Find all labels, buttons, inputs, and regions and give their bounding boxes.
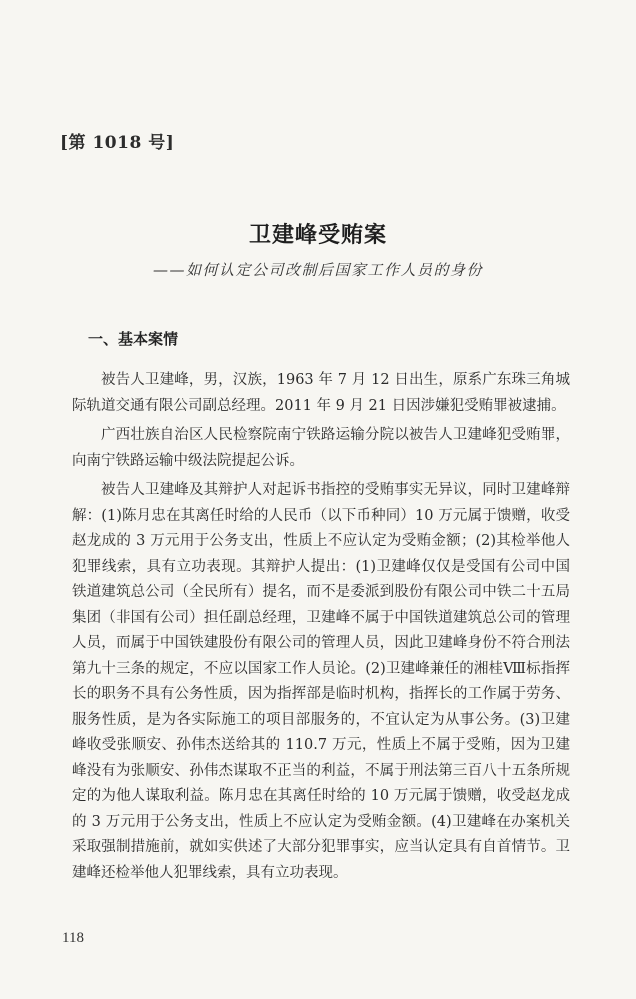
paragraph-defense: 被告人卫建峰及其辩护人对起诉书指控的受贿事实无异议，同时卫建峰辩解：(1)陈月忠在其离任时给的人民币（以下币种同）10 万元属于馈赠，收受赵龙成的 3 万元用于公务支出，性质上不应认定为受贿金额；(2)其检举他人犯罪线索，具有立功表现。其辩护人提出：(1)卫建峰仅仅是受国有公司中国铁道建筑总公司（全民所有）提名，而不是委派到股份有限公司中铁二十五局集团（非国有公司）担任副总经理，卫建峰不属于中国铁道建筑总公司的管理人员，而属于中国铁建股份有限公司的管理人员，因此卫建峰身份不符合刑法第九十三条的规定，不应以国家工作人员论。(2)卫建峰兼任的湘桂Ⅷ标指挥长的职务不具有公务性质，因为指挥部是临时机构，指挥长的工作属于劳务、服务性质，是为各实际施工的项目部服务的，不宜认定为从事公务。(3)卫建峰收受张顺安、孙伟杰送给其的 110.7 万元，性质上不属于受贿，因为卫建峰没有为张顺安、孙伟杰谋取不正当的利益，不属于刑法第三百八十五条所规定的为他人谋取利益。陈月忠在其离任时给的 10 万元属于馈赠，收受赵龙成的 3 万元用于公务支出，性质上不应认定为受贿金额。(4)卫建峰在办案机关采取强制措施前，就如实供述了大部分犯罪事实，应当认定具有自首情节。卫建峰还检举他人犯罪线索，具有立功表现。	[72, 482, 570, 881]
case-title: 卫建峰受贿案	[248, 222, 387, 248]
case-number: [第 1018 号]	[60, 133, 175, 153]
section-heading: 一、基本案情	[88, 330, 179, 348]
case-subtitle: ——如何认定公司改制后国家工作人员的身份	[152, 261, 483, 279]
page-number: 118	[62, 930, 84, 946]
paragraph-defendant-info: 被告人卫建峰，男，汉族，1963 年 7 月 12 日出生，原系广东珠三角城际轨道交通有限公司副总经理。2011 年 9 月 21 日因涉嫌犯受贿罪被逮捕。	[72, 372, 570, 414]
body-text	[72, 368, 570, 890]
paragraph-prosecution: 广西壮族自治区人民检察院南宁铁路运输分院以被告人卫建峰犯受贿罪，向南宁铁路运输中级法院提起公诉。	[72, 427, 570, 469]
